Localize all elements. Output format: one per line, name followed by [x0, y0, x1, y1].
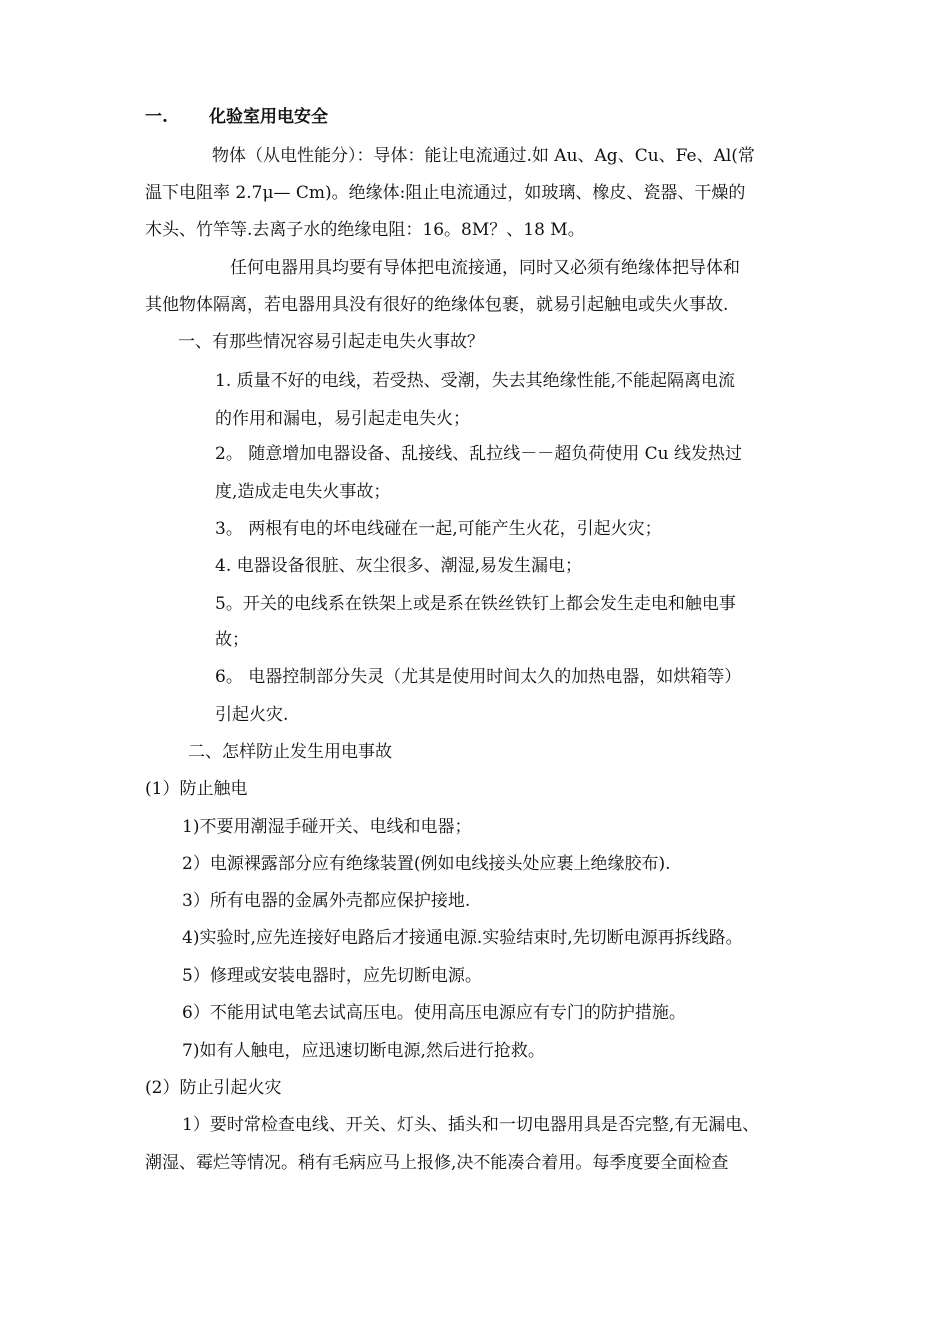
list-item: 3）所有电器的金属外壳都应保护接地. — [182, 891, 471, 911]
list-item: 1)不要用潮湿手碰开关、电线和电器； — [182, 817, 472, 837]
list-item-line: 引起火灾. — [215, 705, 289, 725]
paragraph-line: 任何电器用具均要有导体把电流接通，同时又必须有绝缘体把导体和 — [230, 258, 740, 278]
list-item-line: 1）要时常检查电线、开关、灯头、插头和一切电器用具是否完整,有无漏电、 — [182, 1115, 760, 1135]
paragraph-line: 物体（从电性能分）：导体：能让电流通过.如 Au、Ag、Cu、Fe、Al(常 — [212, 146, 755, 166]
list-item: 7)如有人触电，应迅速切断电源,然后进行抢救。 — [182, 1041, 545, 1061]
list-item-line: 2。 随意增加电器设备、乱接线、乱拉线－－超负荷使用 Cu 线发热过 — [215, 444, 742, 464]
paragraph-line: 温下电阻率 2.7μ— Cm)。绝缘体:阻止电流通过，如玻璃、橡皮、瓷器、干燥的 — [145, 183, 746, 203]
list-item-line: 5。开关的电线系在铁架上或是系在铁丝铁钉上都会发生走电和触电事 — [215, 594, 736, 614]
section-number: 一. — [145, 107, 168, 127]
list-item: 5）修理或安装电器时，应先切断电源。 — [182, 966, 482, 986]
paragraph-line: 其他物体隔离，若电器用具没有很好的绝缘体包裹，就易引起触电或失火事故. — [145, 295, 729, 315]
section-title-text: 化验室用电安全 — [209, 107, 328, 127]
list-item: 6）不能用试电笔去试高压电。使用高压电源应有专门的防护措施。 — [182, 1003, 686, 1023]
list-item-line: 故； — [215, 630, 249, 650]
section-title — [145, 107, 328, 127]
subsection-heading: 一、有那些情况容易引起走电失火事故？ — [178, 332, 484, 352]
list-item-line: 度,造成走电失火事故； — [215, 482, 391, 502]
list-item: 2）电源裸露部分应有绝缘装置(例如电线接头处应裹上绝缘胶布). — [182, 854, 671, 874]
paragraph-line: 木头、竹竿等.去离子水的绝缘电阻：16。8M？、18 M。 — [145, 220, 585, 240]
list-item-line: 4. 电器设备很脏、灰尘很多、潮湿,易发生漏电； — [215, 556, 583, 576]
list-item-line: 1. 质量不好的电线，若受热、受潮，失去其绝缘性能,不能起隔离电流 — [215, 371, 736, 391]
sub-heading: (1）防止触电 — [145, 779, 248, 799]
list-item: 4)实验时,应先连接好电路后才接通电源.实验结束时,先切断电源再拆线路。 — [182, 928, 743, 948]
subsection-heading: 二、怎样防止发生用电事故 — [188, 742, 392, 762]
list-item-line: 潮湿、霉烂等情况。稍有毛病应马上报修,决不能凑合着用。每季度要全面检查 — [145, 1153, 729, 1173]
list-item-line: 3。 两根有电的坏电线碰在一起,可能产生火花，引起火灾； — [215, 519, 662, 539]
list-item-line: 6。 电器控制部分失灵（尤其是使用时间太久的加热电器，如烘箱等） — [215, 667, 742, 687]
sub-heading: (2）防止引起火灾 — [145, 1078, 282, 1098]
list-item-line: 的作用和漏电，易引起走电失火； — [215, 409, 470, 429]
